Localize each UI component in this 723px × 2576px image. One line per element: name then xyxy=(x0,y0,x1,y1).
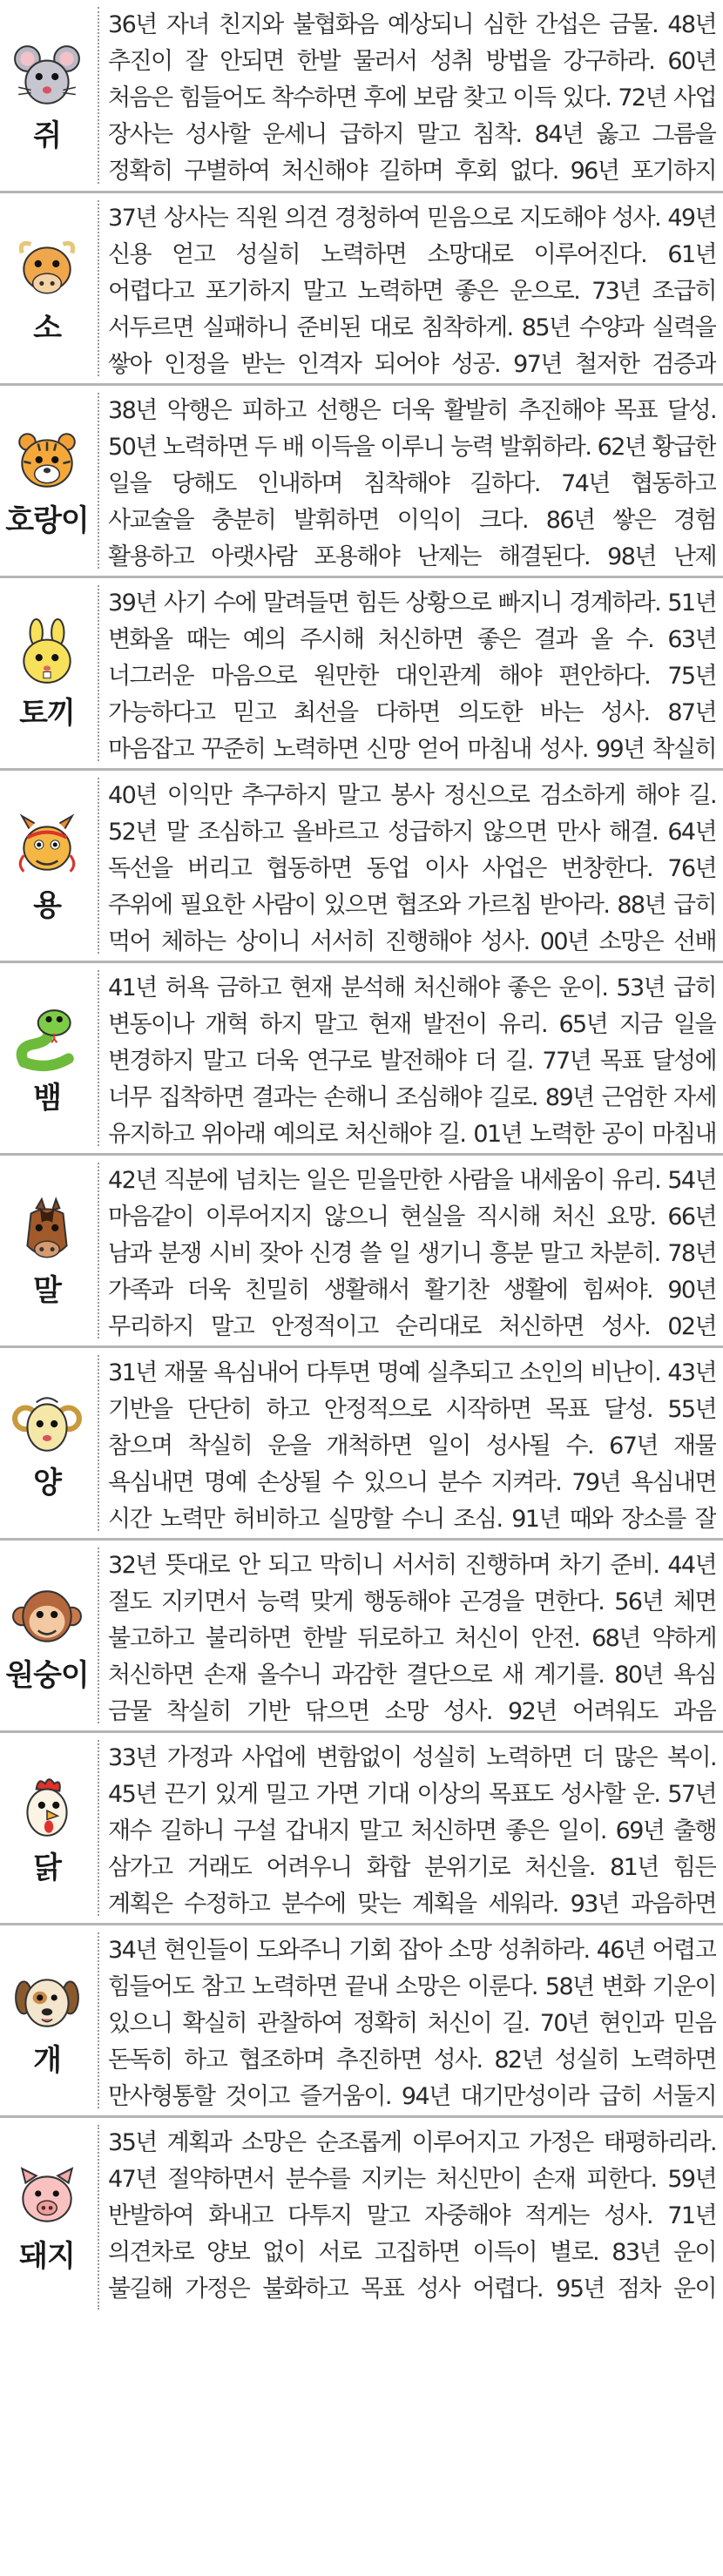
dotted-divider xyxy=(98,585,99,761)
fortune-row-dragon xyxy=(0,771,723,963)
tiger-icon xyxy=(11,426,83,497)
fortune-row-pig xyxy=(0,2118,723,2576)
animal-name: 개 xyxy=(33,2043,61,2078)
fortune-row-rat xyxy=(0,0,723,193)
animal-name: 양 xyxy=(33,1466,61,1500)
dotted-divider xyxy=(98,2125,99,2310)
fortune-text: 39년 사기 수에 말려들면 힘든 상황으로 빠지니 경계하라. 51년 변화올 때는 예의 주시해 처신하면 좋은 결과 올 수. 63년 너그러운 마음으로 원만한 대인관계 해야 편안하다. 75년 가능하다고 믿고 최선을 다하면 의도한 바는 성사. 87년 마음잡고 꾸준히 노력하면 신망 얻어 마침내 성사. 99년 착실히 xyxy=(108,590,716,763)
animal-column xyxy=(0,1733,94,1923)
fortune-text: 34년 현인들이 도와주니 기회 잡아 소망 성취하라. 46년 어렵고 힘들어도 참고 노력하면 끝내 소망은 이룬다. 58년 변화 기운이 있으니 확실히 관찰하여 정확히 처신이 길. 70년 현인과 믿음 돈독히 하고 협조하며 추진하면 성사. 82년 성실히 노력하면 만사형통할 것이고 즐거움이. 94년 대기만성이라 급히 서둘지 xyxy=(108,1937,716,2110)
fortune-row-sheep xyxy=(0,1348,723,1541)
ox-icon xyxy=(11,233,83,305)
dog-icon xyxy=(11,1966,83,2037)
dotted-divider xyxy=(98,778,99,954)
pig-icon xyxy=(11,2161,83,2233)
fortune-text: 41년 허욕 금하고 현재 분석해 처신해야 좋은 운이. 53년 급히 변동이나 개혁 하지 말고 현재 발전이 유리. 65년 지금 일을 변경하지 말고 더욱 연구로 발전해야 더 길. 77년 목표 달성에 너무 집착하면 결과는 손해니 조심해야 길로. 89년 근엄한 자세 유지하고 위아래 예의로 처신해야 길. 01년 노력한 공이 마침내 xyxy=(108,974,716,1148)
animal-column xyxy=(0,578,94,768)
rat-icon xyxy=(11,41,83,112)
dotted-divider xyxy=(98,200,99,376)
dotted-divider xyxy=(98,1548,99,1723)
dotted-divider xyxy=(98,1355,99,1531)
fortune-text: 33년 가정과 사업에 변함없이 성실히 노력하면 더 많은 복이. 45년 끈기 있게 밀고 가면 기대 이상의 목표도 성사할 운. 57년 재수 길하니 구설 갑내지 말고 처신하면 좋은 일이. 69년 출행 삼가고 거래도 어려우니 화합 분위기로 처신을. 81년 힘든 계획은 수정하고 분수에 맞는 계획을 세워라. 93년 과음하면 xyxy=(108,1744,716,1918)
fortune-row-monkey xyxy=(0,1541,723,1733)
sheep-icon xyxy=(11,1388,83,1460)
fortune-text: 36년 자녀 친지와 불협화음 예상되니 심한 간섭은 금물. 48년 추진이 잘 안되면 한발 물러서 성취 방법을 강구하라. 60년 처음은 힘들어도 착수하면 후에 보람 찾고 이득 있다. 72년 사업 장사는 성사할 운세니 급하지 말고 침착. 84년 옳고 그름을 정확히 구별하여 처신해야 길하며 후회 없다. 96년 포기하지 xyxy=(108,11,716,185)
animal-name: 원숭이 xyxy=(5,1658,89,1693)
dragon-icon xyxy=(11,811,83,882)
dotted-divider xyxy=(98,7,99,184)
fortune-row-dog xyxy=(0,1925,723,2118)
fortune-text: 40년 이익만 추구하지 말고 봉사 정신으로 검소하게 해야 길. 52년 말 조심하고 올바르고 성급하지 않으면 만사 해결. 64년 독선을 버리고 협동하면 동업 이사 사업은 번창한다. 76년 주위에 필요한 사람이 있으면 협조와 가르침 받아라. 88년 급히 먹어 체하는 상이니 서서히 진행해야 성사. 00년 소망은 선배 xyxy=(108,782,716,955)
animal-name: 쥐 xyxy=(33,118,61,153)
dotted-divider xyxy=(98,970,99,1146)
animal-name: 뱀 xyxy=(33,1081,61,1116)
fortune-text: 37년 상사는 직원 의견 경청하여 믿음으로 지도해야 성사. 49년 신용 얻고 성실히 노력하면 소망대로 이루어진다. 61년 어렵다고 포기하지 말고 노력하면 좋은 운으로. 73년 조급히 서두르면 실패하니 준비된 대로 침착하게. 85년 수양과 실력을 쌓아 인정을 받는 인격자 되어야 성공. 97년 철저한 검증과 xyxy=(108,205,716,378)
dotted-divider xyxy=(98,1740,99,1916)
animal-name: 소 xyxy=(33,311,61,346)
dotted-divider xyxy=(98,1932,99,2108)
animal-column xyxy=(0,386,94,576)
horse-icon xyxy=(11,1196,83,1267)
animal-column xyxy=(0,1156,94,1345)
monkey-icon xyxy=(11,1581,83,1652)
animal-name: 돼지 xyxy=(19,2239,75,2274)
animal-name: 말 xyxy=(33,1273,61,1308)
fortune-text: 32년 뜻대로 안 되고 막히니 서서히 진행하며 차기 준비. 44년 절도 지키면서 능력 맞게 행동해야 곤경을 면한다. 56년 체면 불고하고 불리하면 한발 뒤로하고 처신이 안전. 68년 약하게 처신하면 손재 올수니 과감한 결단으로 새 계기를. 80년 욕심 금물 착실히 기반 닦으면 소망 성사. 92년 어려워도 과음 xyxy=(108,1552,716,1725)
animal-column xyxy=(0,1348,94,1538)
fortune-row-rooster xyxy=(0,1733,723,1925)
animal-column xyxy=(0,771,94,961)
animal-name: 호랑이 xyxy=(5,503,89,538)
rabbit-icon xyxy=(11,618,83,690)
fortune-row-rabbit xyxy=(0,578,723,771)
animal-column xyxy=(0,1925,94,2115)
animal-column xyxy=(0,963,94,1153)
animal-name: 용 xyxy=(33,888,61,923)
fortune-row-snake xyxy=(0,963,723,1156)
fortune-row-horse xyxy=(0,1156,723,1348)
animal-name: 닭 xyxy=(33,1851,61,1885)
animal-column xyxy=(0,0,94,191)
animal-column xyxy=(0,2118,94,2315)
animal-column xyxy=(0,193,94,383)
fortune-row-tiger xyxy=(0,386,723,578)
fortune-text: 35년 계획과 소망은 순조롭게 이루어지고 가정은 태평하리라. 47년 절약하면서 분수를 지키는 처신만이 손재 피한다. 59년 반발하여 화내고 다투지 말고 자중해야 적게는 성사. 71년 의견차로 양보 없이 서로 고집하면 이득이 별로. 83년 운이 불길해 가정은 불화하고 목표 성사 어렵다. 95년 점차 운이 xyxy=(108,2129,716,2303)
dotted-divider xyxy=(98,393,99,569)
fortune-text: 42년 직분에 넘치는 일은 믿을만한 사람을 내세움이 유리. 54년 마음같이 이루어지지 않으니 현실을 직시해 처신 요망. 66년 남과 분쟁 시비 잦아 신경 쓸 일 생기니 흥분 말고 차분히. 78년 가족과 더욱 친밀히 생활해서 활기찬 생활에 힘써야. 90년 무리하지 말고 안정적이고 순리대로 처신하면 성사. 02년 xyxy=(108,1167,716,1340)
fortune-text: 38년 악행은 피하고 선행은 더욱 활발히 추진해야 목표 달성. 50년 노력하면 두 배 이득을 이루니 능력 발휘하라. 62년 황급한 일을 당해도 인내하며 침착해야 길하다. 74년 협동하고 사교술을 충분히 발휘하면 이익이 크다. 86년 쌓은 경험 활용하고 아랫사람 포용해야 난제는 해결된다. 98년 난제 xyxy=(108,397,716,570)
fortune-row-ox xyxy=(0,193,723,386)
snake-icon xyxy=(11,1003,83,1075)
animal-name: 토끼 xyxy=(19,696,75,731)
animal-column xyxy=(0,1541,94,1730)
fortune-text: 31년 재물 욕심내어 다투면 명예 실추되고 소인의 비난이. 43년 기반을 단단히 하고 안정적으로 시작하면 목표 달성. 55년 참으며 착실히 운을 개척하면 일이 성사될 수. 67년 재물 욕심내면 명예 손상될 수 있으니 분수 지켜라. 79년 욕심내면 시간 노력만 허비하고 실망할 수니 조심. 91년 때와 장소를 잘 xyxy=(108,1359,716,1533)
dotted-divider xyxy=(98,1163,99,1339)
rooster-icon xyxy=(11,1773,83,1844)
